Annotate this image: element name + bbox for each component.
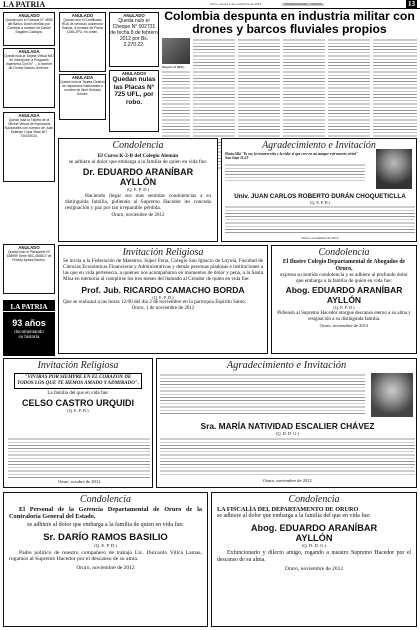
notice-invitation [58,245,268,354]
notice-text: La familia del que en vida fue: [47,391,109,396]
annul-notice: ANULADO Queda nulo el Pasaporte N° 638999 Serie 6BC-065817 de Freddy Apaza Santos. [3,244,55,294]
notice-text: expresa su sentida condolencia y se adhiere al profundo dolor que embarga a la familia de quien en vida fue: [280,272,408,284]
notice-type: Agradecimiento e Invitación [262,140,376,151]
portrait-photo [371,373,413,417]
notice-deceased-name: Abog. EDUARDO ARANÍBAR AYLLÓN [250,523,378,544]
notice-type: Agradecimiento e Invitación [226,360,347,371]
notice-deceased-name: CELSO CASTRO URQUIDI [21,398,134,408]
notice-type: Condolencia [112,140,164,151]
notice-rip: (Q. E. P. D.) [67,408,89,413]
notice-condolence [58,138,218,242]
promo-line: documentando [14,330,44,335]
notice-type: Invitación Religiosa [37,360,119,371]
notice-text: se adhiere al dolor que embarga a la familia de quien en vida fue: [68,159,208,165]
notice-body-text [160,437,415,475]
notice-rip: (Q. E. P. D.) [94,542,117,548]
page-number: 13 [408,0,415,8]
notice-rip: (Q. E. P. D.) [126,187,150,192]
notice-body-text [160,373,365,415]
notice-body: Pidiendo al Supremo Hacedor otorgue descanso eterno a su alma y resignación a su distinguida familia. [277,311,411,322]
notice-condolence [271,245,417,354]
promo-box [3,300,55,356]
notice-sign: Oruro, octubre de 2012 [57,479,101,484]
notice-rip: (Q. E. P. D.) [152,294,174,300]
notice-org: El Curso K-2-B del Colegio Alemán [97,153,179,159]
notice-body-text [8,437,150,479]
notice-body: Padre político de nuestro compañero de trabajo Lic. Dulcardo Villca Lamas, rogamos al Supremo Hacedor por el descanso de su alma. [9,549,202,563]
notice-rip: (Q. D. D. G.) [276,431,299,436]
notice-type: Invitación Religiosa [122,247,204,258]
notice-type: Condolencia [318,247,370,258]
promo-years: 93 años [12,318,46,328]
masthead-logo: LA PATRIA [3,0,46,9]
annul-notice: ANULADOS Quedan nulas las Placas N° 725 UFL, por robo. [109,70,159,132]
notice-text: Se invita a la Federación de Maestros, Súper Feria, Colegio San Ignacio de Loyola, Facultad de Ciencias Económicas Financieras y Administrativas y demás personas piadosas e instituciones a las que en vida pertenecía, a quienes nos acompañaron en momentos de dolor y pena, a la Santa Misa en memoria al cumplirse los tres meses del llamado al Creador de quien en vida fue: [63,258,263,282]
annul-notice: ANULADA Queda nula la Tarjeta de la Oficina Virtual de Impuestos Nacionales con número de Juan Esteban Copa Vitae NIT 734019010. [3,112,55,182]
notice-text: se adhiere al dolor que embarga a la familia del que en vida fue: [217,513,371,520]
notice-sign: Oruro, 1 de noviembre de 2012 [131,305,195,311]
notice-deceased-name: Abog. EDUARDO ARANÍBAR AYLLÓN [285,285,403,305]
header-date: Oruro, jueves 1 de noviembre de 2012 [210,1,262,6]
notice-deceased-name: Prof. Jub. RICARDO CAMACHO BORDA [81,284,245,295]
notice-type: Condolencia [79,494,132,505]
notice-deceased-name: Dr. EDUARDO ARANÍBAR AYLLÓN [82,167,194,187]
notice-sign: Oruro, noviembre de 2012 [284,565,344,572]
notice-quote: Hasta Allá "Yo soy la resurrección y la vida; el que cree en mí aunque esté muerto vivirá" San Juan 11:25 [225,152,359,161]
notice-text: se adhiere al dolor que embarga a la familia de quien en vida fue: [27,521,184,528]
notice-sign: Oruro, noviembre de 2012 [319,323,369,329]
page-header [0,0,420,9]
notice-sign: Oruro, noviembre de 2012 [263,478,312,483]
notice-deceased-name: Sr. DARÍO RAMOS BASILIO [43,531,168,543]
notice-sign: Oruro, noviembre de 2012 [76,564,135,571]
notice-body-text [225,205,415,235]
header-section: INTERNACIONAL - AVISOS [284,1,322,6]
annul-notice: ANULADO Queda nulo el Certificado RUA de vehículo automotor Bolivia, a nombre de Placa 1258-ZPU, en orden. [59,12,106,72]
portrait-photo [376,149,412,189]
notice-deceased-name: Univ. JUAN CARLOS ROBERTO DURÁN CHOQUETICLLA [234,193,406,200]
notice-rip: (Q. D. D. G.) [301,543,327,549]
notice-body: Haciendo llegar sus más sentidas condolencias a su distinguida familia, pidiendo al Supremo Hacedor les conceda resignación y paz por tan irreparable pérdida. [65,193,211,212]
notice-body: Que se realizará a las horas 12:00 del día 2 de noviembre en la parroquia Espíritu Santo. [63,298,247,305]
annul-notice: ANULADO Queda nulo el Cheque N° 002731 de fecha 8 de febrero 2012 por Bs. 2.270.22. [109,12,159,67]
notice-thanks [156,358,417,488]
promo-brand: LA PATRIA [3,303,55,312]
notice-org: El Ilustre Colegio Departamental de Abogados de Oruro, [282,259,406,272]
notice-type: Condolencia [288,494,340,505]
notice-condolence [211,492,417,627]
notice-invitation [3,358,153,488]
article-photo [162,38,190,64]
article-headline: Colombia despunta en industria militar con drones y barcos fluviales propios [164,9,415,36]
notice-org: El Personal de la Gerencia Departamental de Oruro de la Contraloría General del Estado, [9,506,202,521]
notice-rip: (Q. E. P. D.) [310,200,330,205]
annul-notice: ANULADA Queda nula la Tarjeta Virtual N/D de Inscripción a Posgrado Ingeniería Civil N° ... a nombre de Dorbie Santos Jiménez. [3,48,55,108]
notice-sign: Oruro, noviembre de 2012 [111,212,165,218]
notice-body: Exfuncionario y dilecto amigo, rogando a nuestro Supremo Hacedor por el descanso de su alma. [217,550,411,563]
notice-org: LA FISCALÍA DEL DEPARTAMENTO DE ORURO [217,506,359,513]
notice-condolence [3,492,208,627]
notice-deceased-name: Sra. MARÍA NATIVIDAD ESCALIER CHÁVEZ [200,421,375,431]
promo-line: su historia [18,335,40,340]
notice-body-text [225,163,365,181]
annul-notice: ANULADA Queda nula la Tarjeta Gestión de Impuestos Nacionales a nombre de Abel Hurtado Gómez. [59,74,106,120]
notice-rip: (Q. E. P. D.) [333,305,355,310]
article-dateline: (Bogotá, 31 (EFE).- [162,66,186,69]
notice-quote: "VIVIRÁS POR SIEMPRE EN EL CORAZÓN DE TODOS LOS QUE TE HEMOS AMADO Y ADMIRADO". [14,373,142,389]
annul-notice: ANULADO Queda nulo el Cheque N° 4835 del Banco Unión emitido por Combral a nombre de Daniel Sagales Calizaya. [3,12,55,46]
notice-thanks [221,138,417,242]
notice-sign: Oruro, noviembre de 2012 [301,236,339,240]
